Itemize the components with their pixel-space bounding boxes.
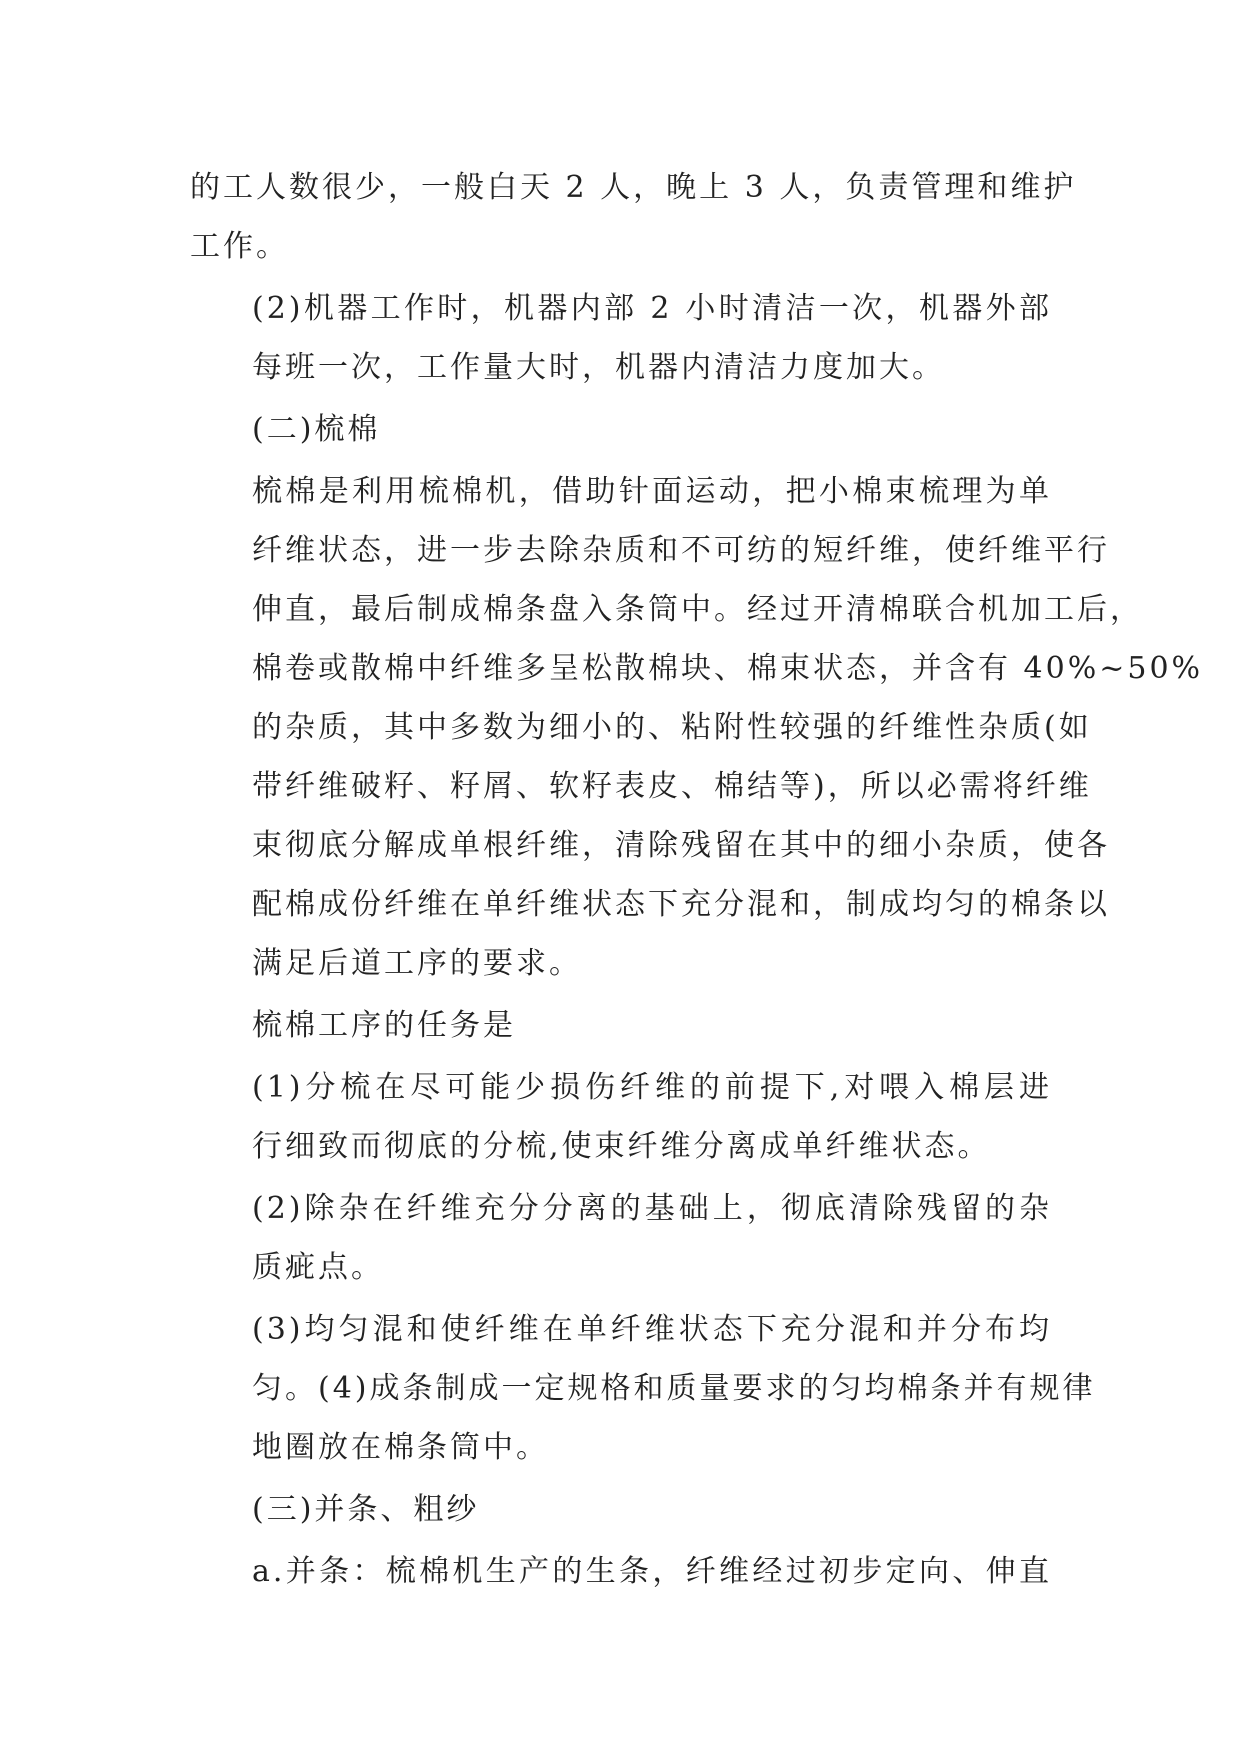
paragraph-2 — [190, 279, 1052, 397]
text-line: 行细致而彻底的分梳,使束纤维分离成单纤维状态。 — [252, 1129, 991, 1164]
text-line: (1)分梳在尽可能少损伤纤维的前提下,对喂入棉层进 — [252, 1070, 1052, 1105]
text-line: 梳棉工序的任务是 — [252, 1008, 516, 1043]
paragraph-tasks-heading — [190, 996, 1052, 1055]
paragraph-task-1 — [190, 1058, 1052, 1176]
text-line: 伸直，最后制成棉条盘入条筒中。经过开清棉联合机加工后， — [252, 592, 1143, 627]
section-heading-combing — [190, 400, 1052, 459]
text-line: 的工人数很少，一般白天 2 人，晚上 3 人，负责管理和维护 — [190, 170, 1077, 205]
text-line: 梳棉是利用梳棉机，借助针面运动，把小棉束梳理为单 — [252, 474, 1052, 509]
text-line: 匀。(4)成条制成一定规格和质量要求的匀均棉条并有规律 — [252, 1371, 1096, 1406]
text-line: 棉卷或散棉中纤维多呈松散棉块、棉束状态，并含有 40%~50% — [252, 651, 1204, 686]
text-line: 的杂质，其中多数为细小的、粘附性较强的纤维性杂质(如 — [252, 710, 1092, 745]
paragraph-task-3-4 — [190, 1300, 1096, 1477]
paragraph-task-2 — [190, 1179, 1052, 1297]
text-line: 每班一次，工作量大时，机器内清洁力度加大。 — [252, 350, 945, 385]
heading-text: (三)并条、粗纱 — [252, 1492, 480, 1527]
text-line: 束彻底分解成单根纤维，清除残留在其中的细小杂质，使各 — [252, 828, 1110, 863]
text-line: 满足后道工序的要求。 — [252, 946, 582, 981]
text-line: 地圈放在棉条筒中。 — [252, 1430, 549, 1465]
text-line: 带纤维破籽、籽屑、软籽表皮、棉结等)，所以必需将纤维 — [252, 769, 1092, 804]
text-line: 质疵点。 — [252, 1250, 384, 1285]
paragraph-1 — [190, 158, 1077, 276]
text-line: 纤维状态，进一步去除杂质和不可纺的短纤维，使纤维平行 — [252, 533, 1110, 568]
text-line: (3)均匀混和使纤维在单纤维状态下充分混和并分布均 — [252, 1312, 1052, 1347]
document-body — [190, 158, 1204, 1604]
text-line: 配棉成份纤维在单纤维状态下充分混和，制成均匀的棉条以 — [252, 887, 1110, 922]
text-line: (2)除杂在纤维充分分离的基础上，彻底清除残留的杂 — [252, 1191, 1052, 1226]
text-line: (2)机器工作时，机器内部 2 小时清洁一次，机器外部 — [252, 291, 1052, 326]
section-heading-drawing-roving — [190, 1480, 1052, 1539]
paragraph-drawing — [190, 1542, 1052, 1601]
heading-text: (二)梳棉 — [252, 412, 381, 447]
text-line: a.并条：梳棉机生产的生条，纤维经过初步定向、伸直 — [252, 1554, 1052, 1589]
text-line: 工作。 — [190, 229, 289, 264]
paragraph-combing-intro — [190, 462, 1204, 993]
